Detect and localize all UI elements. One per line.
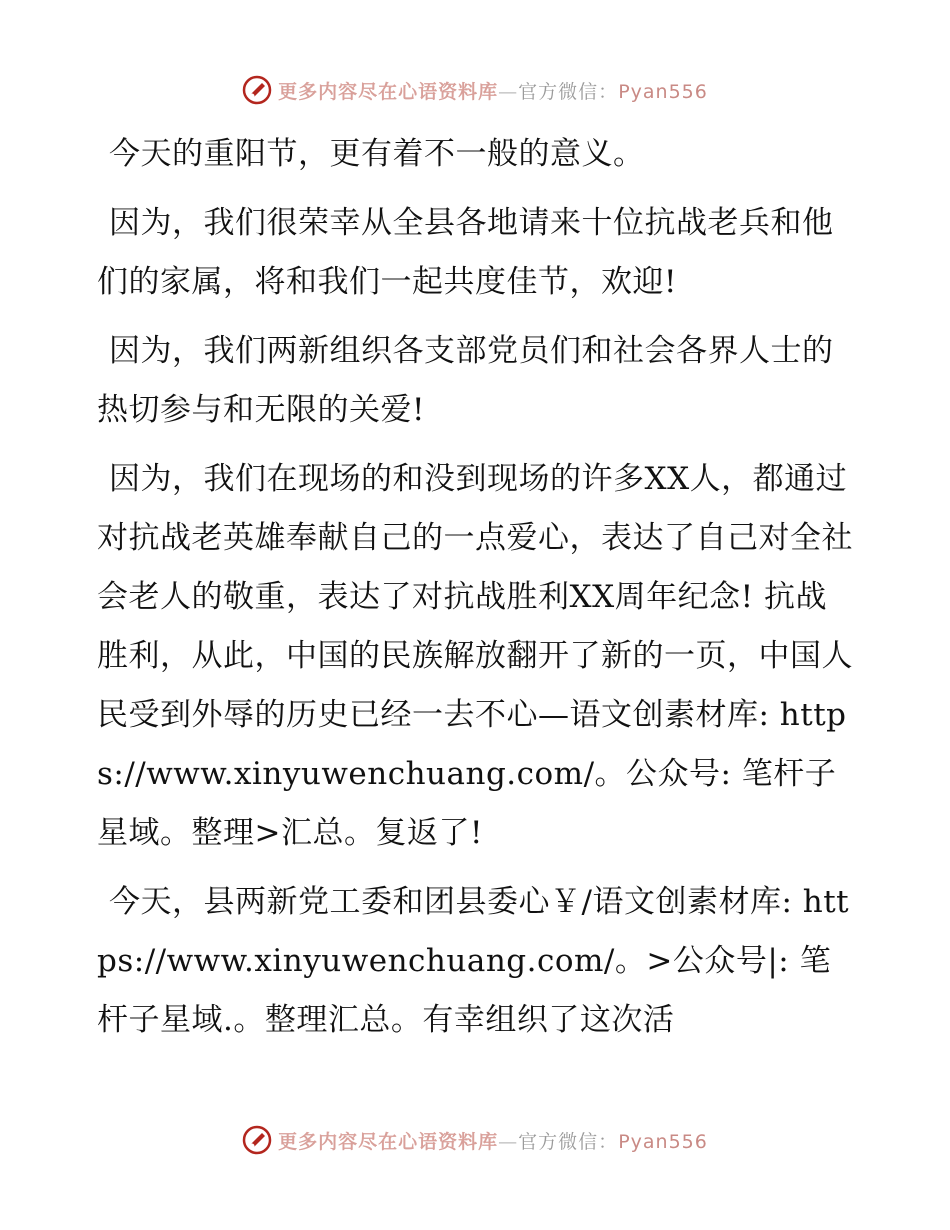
- header-watermark: [0, 70, 950, 110]
- watermark-id: Pyan556: [618, 1130, 708, 1153]
- watermark-brand: 更多内容尽在心语资料库: [278, 80, 499, 103]
- paragraph-4: 因为，我们在现场的和没到现场的许多XX人，都通过对抗战老英雄奉献自己的一点爱心，表达了自己对全社会老人的敬重，表达了对抗战胜利XX周年纪念! 抗战胜利，从此，中国的民族解放翻开了新的一页，中国人民受到外辱的历史已经一去不心—语文创素材库: https://www.xinyuwenchuang.com/。公众号: 笔杆子星域。整理>汇总。复返了!: [97, 461, 853, 851]
- document-body: [97, 125, 857, 1060]
- paragraph-5: 今天，县两新党工委和团县委心￥/语文创素材库: https://www.xinyuwenchuang.com/。>公众号|: 笔杆子星域.。整理汇总。有幸组织了这次活: [97, 884, 850, 1038]
- watermark-suffix: 官方微信：: [518, 80, 619, 103]
- paragraph-3: 因为，我们两新组织各支部党员们和社会各界人士的热切参与和无限的关爱!: [97, 333, 834, 428]
- watermark-text: [278, 77, 708, 104]
- watermark-suffix: 官方微信：: [518, 1130, 619, 1153]
- brand-logo-icon: [242, 1125, 272, 1155]
- watermark-id: Pyan556: [618, 80, 708, 103]
- footer-watermark: [0, 1120, 950, 1160]
- paragraph-1: 今天的重阳节，更有着不一般的意义。: [109, 136, 645, 172]
- watermark-separator: —: [498, 1130, 519, 1153]
- watermark-text: [278, 1127, 708, 1154]
- paragraph-2: 因为，我们很荣幸从全县各地请来十位抗战老兵和他们的家属，将和我们一起共度佳节，欢迎!: [97, 205, 834, 300]
- watermark-brand: 更多内容尽在心语资料库: [278, 1130, 499, 1153]
- brand-logo-icon: [242, 75, 272, 105]
- watermark-separator: —: [498, 80, 519, 103]
